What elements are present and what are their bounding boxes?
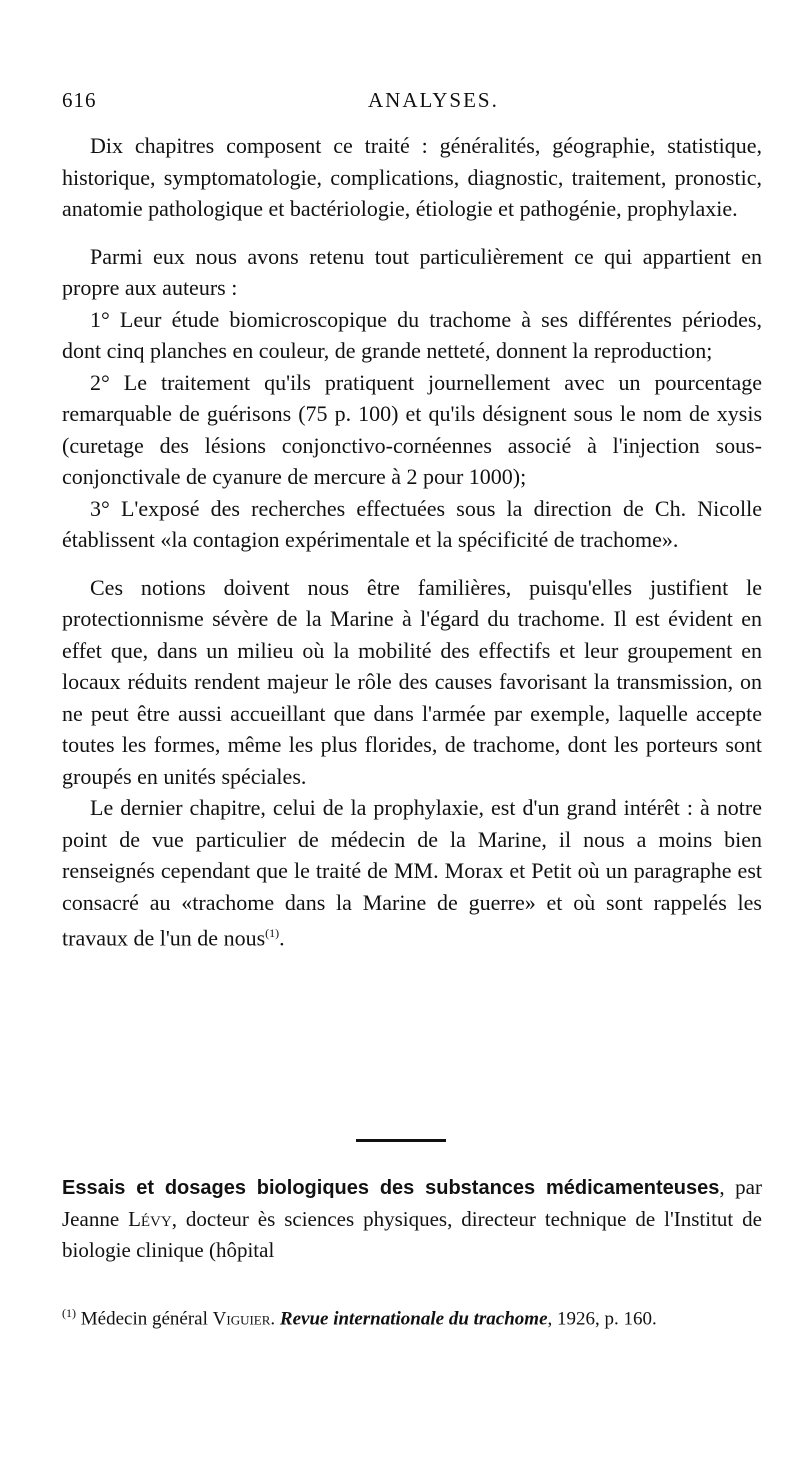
paragraph-prophylaxis (62, 792, 762, 954)
footnote-rest: , 1926, p. 160. (547, 1308, 657, 1330)
footnote-marker: (1) (62, 1306, 76, 1320)
page-number: 616 (62, 88, 97, 112)
footnote-journal: Revue internationale du trachome (279, 1308, 548, 1330)
paragraph-selection: Parmi eux nous avons retenu tout particulièrement ce qui appartient en propre aux auteurs : (62, 243, 762, 300)
paragraph-chapters: Dix chapitres composent ce traité : généralités, géographie, statistique, historique, symptomatologie, complications, diagnostic, traitement, pronostic, anatomie pathologique et bactériologie, étiologie et pathogénie, prophylaxie. (62, 133, 762, 221)
paragraph-prophylaxis-end: . (279, 925, 285, 951)
running-title: ANALYSES. (368, 88, 499, 112)
footnote (62, 1298, 762, 1334)
paragraph-prophylaxis-text: Le dernier chapitre, celui de la prophylaxie, est d'un grand intérêt : à notre point de vue particulier de médecin de la Marine, il nous a moins bien renseignés cependant que le traité de MM. Morax et Petit où un paragraphe est consacré au «trachome dans la Marine de guerre» et où sont rappelés les travaux de l'un de nous (62, 795, 762, 951)
footnote-text: Médecin général (76, 1308, 213, 1330)
review-author: Lévy (128, 1207, 172, 1231)
main-text (62, 130, 762, 954)
page-header (62, 88, 762, 124)
review-by: , par Jeanne (62, 1175, 762, 1231)
list-item-research: 3° L'exposé des recherches effectuées sous la direction de Ch. Nicolle établissent «la contagion expérimentale et la spécificité de trachome». (62, 495, 762, 552)
section-separator (356, 1139, 446, 1142)
footnote-name: Viguier (212, 1308, 271, 1330)
list-item-treatment: 2° Le traitement qu'ils pratiquent journellement avec un pourcentage remarquable de guérisons (75 p. 100) et qu'ils désignent sous le nom de xysis (curetage des lésions conjonctivo-cornéennes associé à l'injection sous-conjonctivale de cyanure de mercure à 2 pour 1000); (62, 369, 762, 489)
paragraph-protectionism: Ces notions doivent nous être familières, puisqu'elles justifient le protectionnisme sévère de la Marine à l'égard du trachome. Il est évident en effet que, dans un milieu où la mobilité des effectifs et leur groupement en locaux réduits rendent majeur le rôle des causes favorisant la transmission, on ne peut être aussi accueillant que dans l'armée par exemple, laquelle accepte toutes les formes, même les plus florides, de trachome, dont les porteurs sont groupés en unités spéciales. (62, 574, 762, 789)
footnote-sep: . (270, 1308, 280, 1330)
footnote-reference: (1) (265, 926, 280, 940)
review-entry (62, 1172, 762, 1266)
review-rest: , docteur ès sciences physiques, directeur technique de l'Institut de biologie clinique (hôpital (62, 1207, 762, 1262)
review-title: Essais et dosages biologiques des substances médicamenteuses (62, 1177, 720, 1199)
list-item-biomicroscopy: 1° Leur étude biomicroscopique du trachome à ses différentes périodes, dont cinq planches en couleur, de grande netteté, donnent la reproduction; (62, 306, 762, 363)
